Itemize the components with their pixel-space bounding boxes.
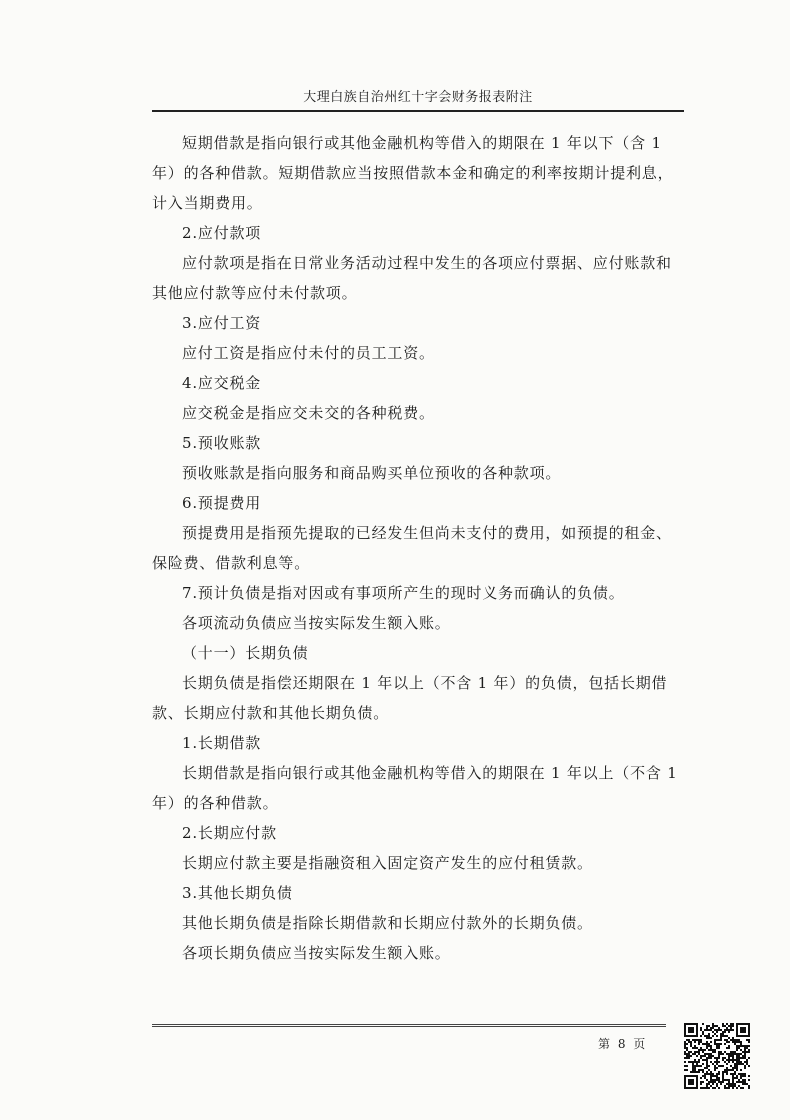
heading-taxes-payable: 4.应交税金 [182, 374, 262, 392]
paragraph-accrued-expenses: 预提费用是指预先提取的已经发生但尚未支付的费用，如预提的租金、保险费、借款利息等。 [152, 524, 672, 572]
paragraph-short-term-loans: 短期借款是指向银行或其他金融机构等借入的期限在 1 年以下（含 1 年）的各种借款。短期借款应当按照借款本金和确定的利率按期计提利息，计入当期费用。 [152, 134, 674, 212]
heading-other-long-term-liabilities: 3.其他长期负债 [182, 884, 293, 902]
footer-divider [152, 1024, 666, 1027]
page-number: 第 8 页 [598, 1037, 648, 1051]
heading-advance-receipts: 5.预收账款 [182, 434, 262, 452]
paragraph-long-term-loans: 长期借款是指向银行或其他金融机构等借入的期限在 1 年以上（不含 1 年）的各种借款。 [152, 764, 678, 812]
paragraph-accounts-payable: 应付款项是指在日常业务活动过程中发生的各项应付票据、应付账款和其他应付款等应付未付款项。 [152, 254, 672, 302]
document-body [152, 128, 684, 968]
heading-accrued-expenses: 6.预提费用 [182, 494, 262, 512]
paragraph-advance-receipts: 预收账款是指向服务和商品购买单位预收的各种款项。 [182, 464, 562, 482]
heading-long-term-payables: 2.长期应付款 [182, 824, 277, 842]
heading-long-term-loans: 1.长期借款 [182, 734, 262, 752]
heading-accounts-payable: 2.应付款项 [182, 224, 262, 242]
paragraph-current-liabilities-note: 各项流动负债应当按实际发生额入账。 [182, 614, 451, 632]
heading-long-term-liabilities: （十一）长期负债 [182, 644, 309, 662]
paragraph-long-term-liabilities-note: 各项长期负债应当按实际发生额入账。 [182, 944, 451, 962]
document-header: 大理白族自治州红十字会财务报表附注 [152, 86, 684, 112]
paragraph-long-term-liabilities: 长期负债是指偿还期限在 1 年以上（不含 1 年）的负债，包括长期借款、长期应付款和其他长期负债。 [152, 674, 668, 722]
paragraph-estimated-liabilities: 7.预计负债是指对因或有事项所产生的现时义务而确认的负债。 [182, 584, 625, 602]
paragraph-wages-payable: 应付工资是指应付未付的员工工资。 [182, 344, 435, 362]
paragraph-taxes-payable: 应交税金是指应交未交的各种税费。 [182, 404, 435, 422]
paragraph-long-term-payables: 长期应付款主要是指融资租入固定资产发生的应付租赁款。 [182, 854, 593, 872]
heading-wages-payable: 3.应付工资 [182, 314, 262, 332]
paragraph-other-long-term-liabilities: 其他长期负债是指除长期借款和长期应付款外的长期负债。 [182, 914, 593, 932]
qr-code-icon [684, 1023, 750, 1089]
